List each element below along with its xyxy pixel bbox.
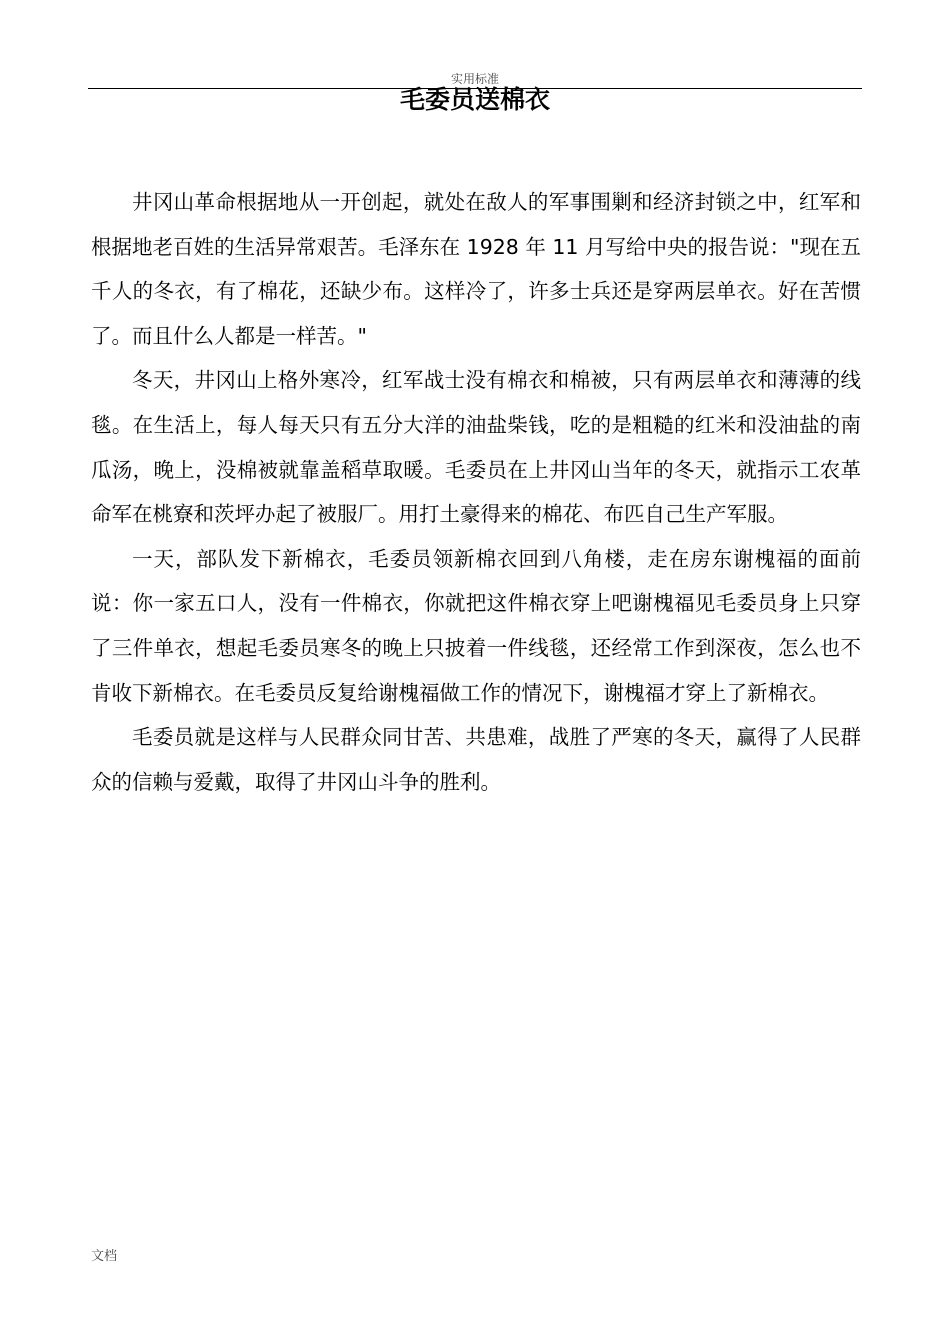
page-header: 实用标准 <box>450 72 499 86</box>
paragraph: 冬天，井冈山上格外寒冷，红军战士没有棉衣和棉被，只有两层单衣和薄薄的线毯。在生活上，每人每天只有五分大洋的油盐柴钱，吃的是粗糙的红米和没油盐的南瓜汤，晚上，没棉被就靠盖稻草取暖。毛委员在上井冈山当年的冬天，就指示工农革命军在桃寮和茨坪办起了被服厂。用打土豪得来的棉花、布匹自己生产军服。 <box>91 368 861 527</box>
page-footer: 文档 <box>91 1249 118 1264</box>
document-title: 毛委员送棉衣 <box>399 85 550 114</box>
paragraph: 毛委员就是这样与人民群众同甘苦、共患难，战胜了严寒的冬天，赢得了人民群众的信赖与爱戴，取得了井冈山斗争的胜利。 <box>91 725 861 794</box>
paragraph: 井冈山革命根据地从一开创起，就处在敌人的军事围剿和经济封锁之中，红军和根据地老百姓的生活异常艰苦。毛泽东在 1928 年 11 月写给中央的报告说："现在五千人的冬衣，有了棉花，还缺少布。这样冷了，许多士兵还是穿两层单衣。好在苦惯了。而且什么人都是一样苦。" <box>91 190 861 348</box>
paragraph: 一天，部队发下新棉衣，毛委员领新棉衣回到八角楼，走在房东谢槐福的面前说：你一家五口人，没有一件棉衣，你就把这件棉衣穿上吧谢槐福见毛委员身上只穿了三件单衣，想起毛委员寒冬的晚上只披着一件线毯，还经常工作到深夜，怎么也不肯收下新棉衣。在毛委员反复给谢槐福做工作的情况下，谢槐福才穿上了新棉衣。 <box>91 546 861 705</box>
document-body <box>91 180 861 804</box>
